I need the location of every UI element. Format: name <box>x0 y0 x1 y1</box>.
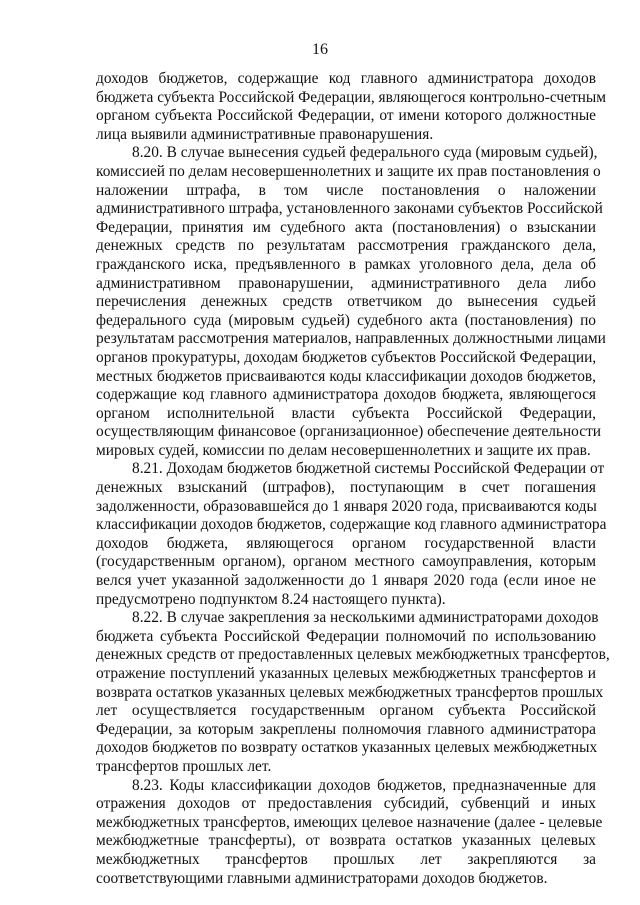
paragraph-8-20 <box>96 144 606 460</box>
text-line: соответствующими главными администраторами доходов бюджетов. <box>96 869 548 887</box>
text-line: осуществляющим финансовое (организационное) обеспечение деятельности <box>96 423 602 441</box>
text-line: межбюджетные трансферты), от возврата остатков указанных целевых <box>96 832 596 850</box>
text-line: межбюджетных трансфертов прошлых лет закрепляются за <box>96 850 596 868</box>
text-line: (государственным органом), органом местного самоуправления, которым <box>96 553 596 571</box>
text-line: административном правонарушении, административного дела либо <box>96 274 596 292</box>
text-line: 8.23. Коды классификации доходов бюджетов, предназначенные для <box>132 776 596 794</box>
text-line: бюджета субъекта Российской Федерации, являющегося контрольно-счетным <box>96 88 607 106</box>
text-line: предусмотрено подпунктом 8.24 настоящего пункта). <box>96 590 446 608</box>
text-line: органом субъекта Российской Федерации, от имени которого должностные <box>96 107 596 125</box>
text-line: трансфертов прошлых лет. <box>96 757 272 775</box>
text-line: органом исполнительной власти субъекта Российской Федерации, <box>96 404 596 422</box>
text-line: 8.21. Доходам бюджетов бюджетной системы Российской Федерации от <box>132 460 605 478</box>
text-line: Федерации, принятия им судебного акта (постановления) о взыскании <box>96 218 596 236</box>
text-line: содержащие код главного администратора доходов бюджета, являющегося <box>96 386 596 404</box>
text-line: денежных средств от предоставленных целевых межбюджетных трансфертов, <box>96 646 610 664</box>
paragraph-8-21 <box>96 460 607 609</box>
text-line: классификации доходов бюджетов, содержащие код главного администратора <box>96 516 607 534</box>
text-line: велся учет указанной задолженности до 1 января 2020 года (если иное не <box>96 572 596 590</box>
text-line: бюджета субъекта Российской Федерации полномочий по использованию <box>96 627 596 645</box>
text-line: комиссией по делам несовершеннолетних и защите их прав постановления о <box>96 162 601 180</box>
text-line: отражения доходов от предоставления субсидий, субвенций и иных <box>96 795 596 813</box>
text-line: лица выявили административные правонарушения. <box>96 125 434 143</box>
text-line: отражение поступлений указанных целевых межбюджетных трансфертов и <box>96 665 596 682</box>
text-line: задолженности, образовавшейся до 1 января 2020 года, присваиваются коды <box>96 497 597 515</box>
text-line: межбюджетных трансфертов, имеющих целевое назначение (далее - целевые <box>96 813 603 831</box>
text-line: наложении штрафа, в том числе постановления о наложении <box>96 181 596 199</box>
text-line: лет осуществляется государственным органом субъекта Российской <box>96 702 596 720</box>
text-line: денежных средств по результатам рассмотрения гражданского дела, <box>96 237 596 255</box>
text-line: органов прокуратуры, доходам бюджетов субъектов Российской Федерации, <box>96 348 597 366</box>
text-line: 8.22. В случае закрепления за несколькими администраторами доходов <box>132 609 599 627</box>
text-line: федерального суда (мировым судьей) судебного акта (постановления) по <box>96 311 596 329</box>
text-line: денежных взысканий (штрафов), поступающим в счет погашения <box>96 479 596 497</box>
text-line: перечисления денежных средств ответчиком до вынесения судьей <box>96 293 596 311</box>
text-line: результатам рассмотрения материалов, направленных должностными лицами <box>96 330 606 348</box>
paragraph-continuation <box>96 70 607 144</box>
text-line: доходов бюджетов, содержащие код главного администратора доходов <box>96 70 596 87</box>
text-line: мировых судей, комиссии по делам несовершеннолетних и защите их прав. <box>96 441 591 459</box>
document-body <box>96 70 610 888</box>
text-line: 8.20. В случае вынесения судьей федерального суда (мировым судьей), <box>132 144 598 162</box>
text-line: Федерации, за которым закреплены полномочия главного администратора <box>96 720 596 738</box>
paragraph-8-23 <box>96 776 603 889</box>
text-line: местных бюджетов присваиваются коды классификации доходов бюджетов, <box>96 367 596 385</box>
text-line: доходов бюджетов по возврату остатков указанных целевых межбюджетных <box>96 739 598 757</box>
text-line: административного штрафа, установленного законами субъектов Российской <box>96 200 603 218</box>
text-line: гражданского иска, предъявленного в рамках уголовного дела, дела об <box>96 255 596 273</box>
text-line: возврата остатков указанных целевых межбюджетных трансфертов прошлых <box>96 683 604 701</box>
paragraph-8-22 <box>96 609 610 776</box>
text-line: доходов бюджета, являющегося органом государственной власти <box>96 534 596 552</box>
page-number: 16 <box>312 41 328 58</box>
